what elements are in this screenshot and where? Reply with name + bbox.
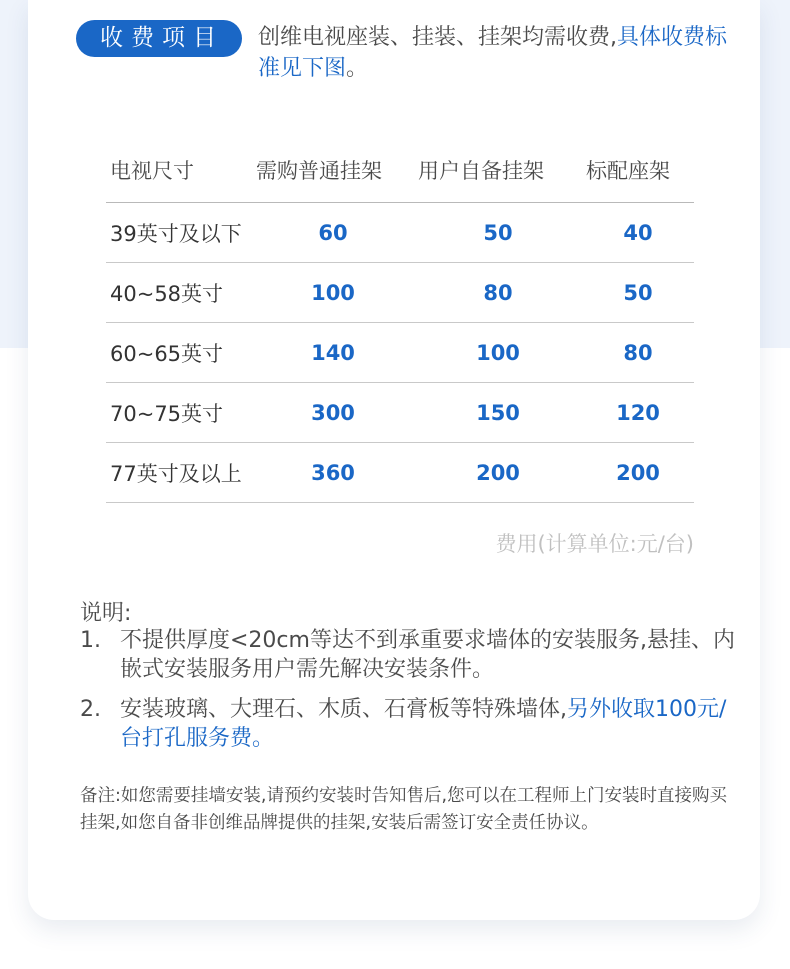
table-row [106,443,694,503]
price-buy-mount: 360 [252,443,414,503]
notes-title: 说明: [80,601,132,626]
row-size: 70~75英寸 [106,383,252,443]
row-size: 40~58英寸 [106,263,252,323]
header-own-mount: 用户自备挂架 [414,138,582,203]
price-own-mount: 150 [414,383,582,443]
note-highlight: 另外收取100元/台打孔服务费。 [120,697,727,751]
unit-note: 费用(计算单位:元/台) [495,532,694,556]
price-standard-stand: 80 [582,323,694,383]
price-standard-stand: 40 [582,203,694,263]
price-buy-mount: 100 [252,263,414,323]
table-row [106,203,694,263]
price-standard-stand: 50 [582,263,694,323]
row-size: 77英寸及以上 [106,443,252,503]
note-body [120,626,740,684]
note-index: 1. [80,628,101,653]
fee-items-badge: 收费项目 [76,20,242,57]
price-standard-stand: 200 [582,443,694,503]
table-row [106,323,694,383]
remark-text: 备注:如您需要挂墙安装,请预约安装时告知售后,您可以在工程师上门安装时直接购买挂架,如您自备非创维品牌提供的挂架,安装后需签订安全责任协议。 [80,786,728,833]
price-standard-stand: 120 [582,383,694,443]
note-index: 2. [80,697,101,722]
price-own-mount: 80 [414,263,582,323]
price-buy-mount: 140 [252,323,414,383]
table-row [106,383,694,443]
price-own-mount: 200 [414,443,582,503]
price-table [106,138,694,503]
note-text: 安装玻璃、大理石、木质、石膏板等特殊墙体, [120,697,567,722]
table-header-row [106,138,694,203]
price-own-mount: 50 [414,203,582,263]
header-standard-stand: 标配座架 [582,138,694,203]
header-buy-mount: 需购普通挂架 [252,138,414,203]
price-buy-mount: 300 [252,383,414,443]
header-tv-size: 电视尺寸 [106,138,252,203]
intro-text [258,22,728,84]
intro-highlight: 具体收费标准见下图 [258,25,728,81]
intro-end: 。 [346,56,369,81]
price-own-mount: 100 [414,323,582,383]
note-text: 不提供厚度<20cm等达不到承重要求墙体的安装服务,悬挂、内嵌式安装服务用户需先解决安装条件。 [120,628,735,682]
price-buy-mount: 60 [252,203,414,263]
row-size: 60~65英寸 [106,323,252,383]
note-body [120,695,740,753]
table-row [106,263,694,323]
intro-main: 创维电视座装、挂装、挂架均需收费, [258,25,617,50]
row-size: 39英寸及以下 [106,203,252,263]
